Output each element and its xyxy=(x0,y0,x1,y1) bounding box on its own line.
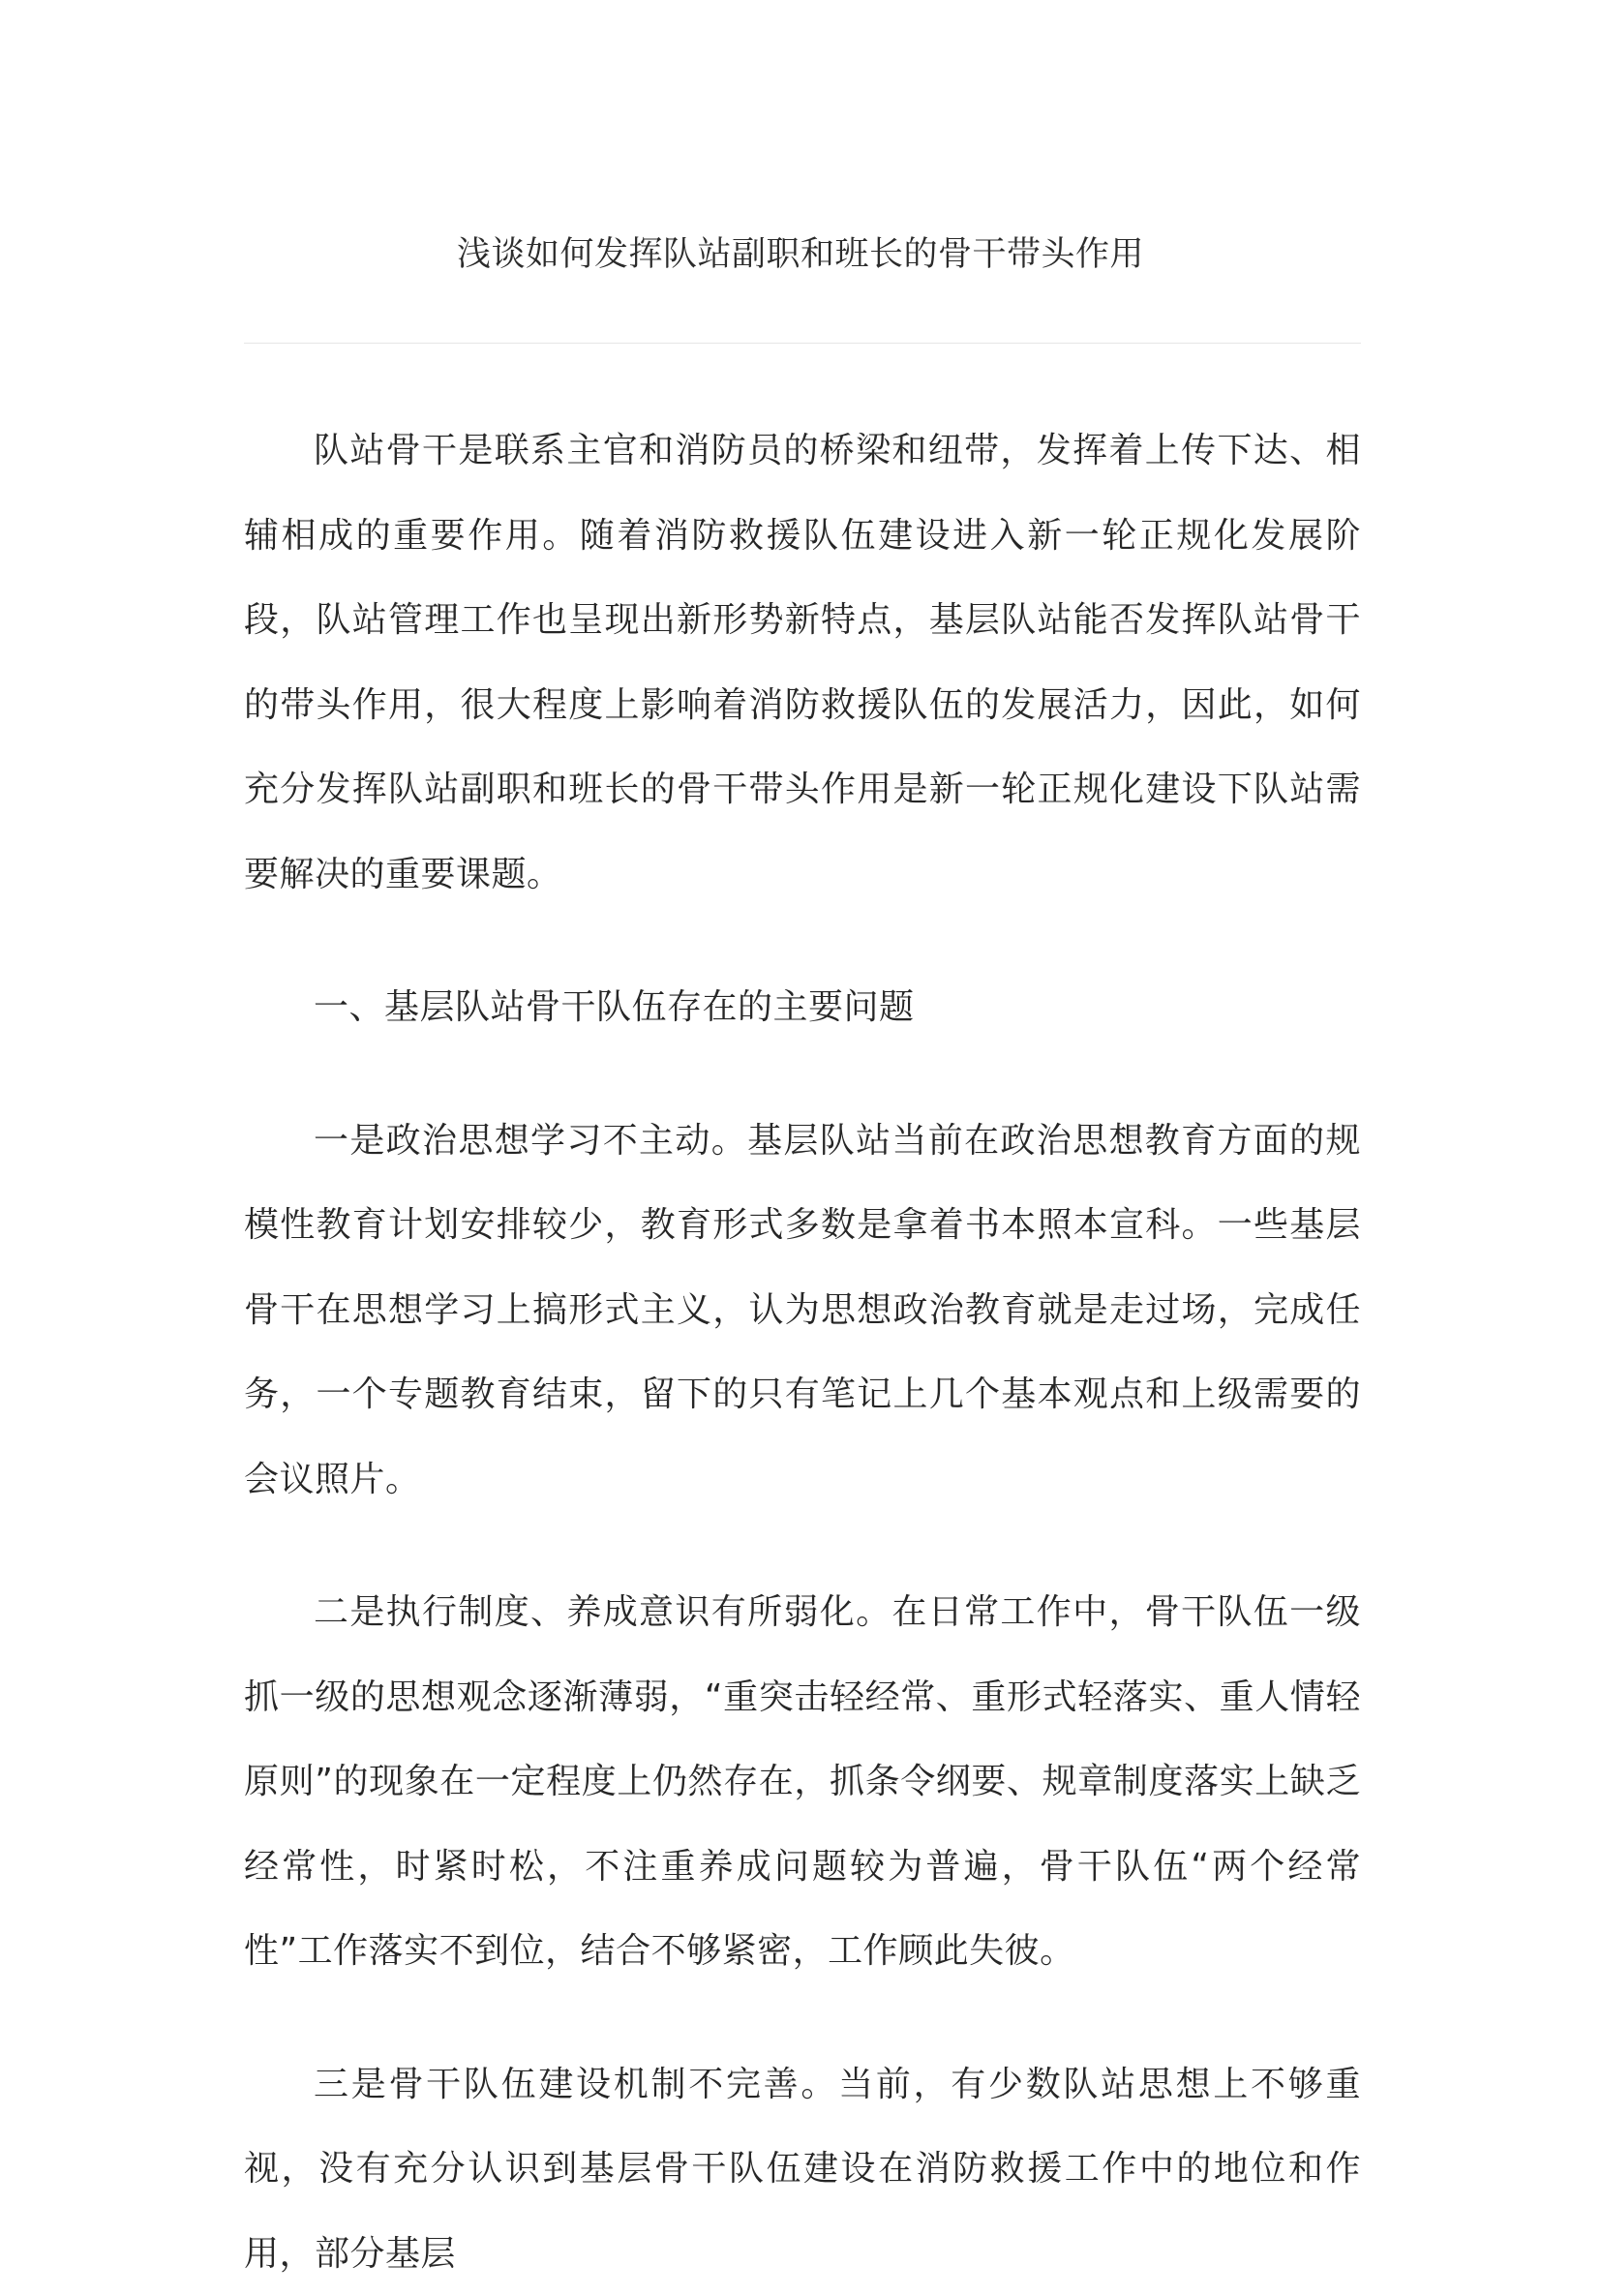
document-title: 浅谈如何发挥队站副职和班长的骨干带头作用 xyxy=(242,230,1359,279)
intro-paragraph: 队站骨干是联系主官和消防员的桥梁和纽带，发挥着上传下达、相辅相成的重要作用。随着消防救援队伍建设进入新一轮正规化发展阶段，队站管理工作也呈现出新形势新特点，基层队站能否发挥队站骨干的带头作用，很大程度上影响着消防救援队伍的发展活力，因此，如何充分发挥队站副职和班长的骨干带头作用是新一轮正规化建设下队站需要解决的重要课题。 xyxy=(244,408,1361,917)
paragraph-issue-two: 二是执行制度、养成意识有所弱化。在日常工作中，骨干队伍一级抓一级的思想观念逐渐薄弱，“重突击轻经常、重形式轻落实、重人情轻原则”的现象在一定程度上仍然存在，抓条令纲要、规章制度落实上缺乏经常性，时紧时松，不注重养成问题较为普遍，骨干队伍“两个经常性”工作落实不到位，结合不够紧密，工作顾此失彼。 xyxy=(244,1570,1361,1994)
section-heading: 一、基层队站骨干队伍存在的主要问题 xyxy=(244,965,1361,1050)
paragraph-issue-three: 三是骨干队伍建设机制不完善。当前，有少数队站思想上不够重视，没有充分认识到基层骨干队伍建设在消防救援工作中的地位和作用，部分基层 xyxy=(244,2042,1361,2296)
title-divider xyxy=(244,343,1361,344)
paragraph-issue-one: 一是政治思想学习不主动。基层队站当前在政治思想教育方面的规模性教育计划安排较少，教育形式多数是拿着书本照本宣科。一些基层骨干在思想学习上搞形式主义，认为思想政治教育就是走过场，完成任务，一个专题教育结束，留下的只有笔记上几个基本观点和上级需要的会议照片。 xyxy=(244,1099,1361,1523)
document-body xyxy=(244,408,1361,2296)
